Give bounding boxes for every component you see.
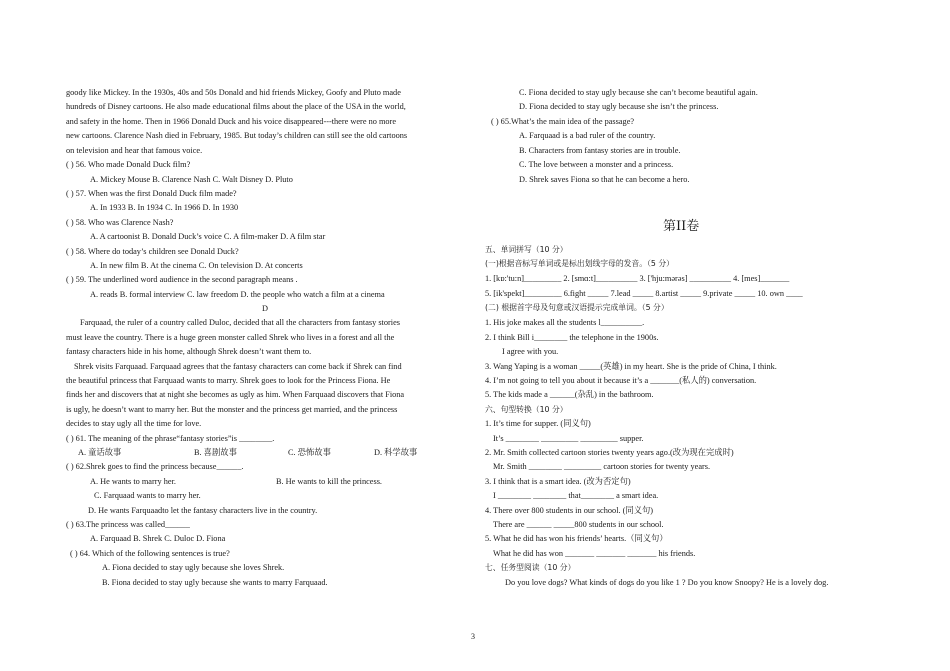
option-62a: A. He wants to marry her. <box>90 477 176 486</box>
transform-item-5: 5. What he did has won his friends’ hearts.（同义句） <box>485 534 668 543</box>
option-65a: A. Farquaad is a bad ruler of the country. <box>519 131 656 140</box>
option-61b: B. 喜剧故事 <box>194 448 237 457</box>
passage-line: and safety in the home. Then in 1966 Donald Duck and his voice disappeared---there were no more <box>66 117 396 126</box>
option-65b: B. Characters from fantasy stories are in trouble. <box>519 146 681 155</box>
transform-answer-2: Mr. Smith ________ _________ cartoon stories for twenty years. <box>493 462 711 471</box>
option-61a: A. 童话故事 <box>78 448 122 457</box>
transform-answer-5: What he did has won _______ _______ _______ his friends. <box>493 549 696 558</box>
question-62: ( ) 62.Shrek goes to find the princess because______. <box>66 462 244 471</box>
passage-line: goody like Mickey. In the 1930s, 40s and 50s Donald and hid friends Mickey, Goofy and Pluto made <box>66 88 401 97</box>
phonetic-row-2: 5. [ik'spekt]_________ 6.fight _____ 7.lead _____ 8.artist _____ 9.private _____ 10. own ____ <box>485 289 803 298</box>
option-65d: D. Shrek saves Fiona so that he can become a hero. <box>519 175 690 184</box>
option-64d: D. Fiona decided to stay ugly because she isn’t the princess. <box>519 102 719 111</box>
subsection-1-heading: (一)根据音标写单词或是标出划线字母的发音。（5 分） <box>485 259 674 268</box>
spelling-item-2: 2. I think Bill i________ the telephone in the 1900s. <box>485 333 659 342</box>
spelling-item-5: 5. The kids made a ______(杂乱) in the bathroom. <box>485 390 654 399</box>
option-64b: B. Fiona decided to stay ugly because she wants to marry Farquaad. <box>102 578 328 587</box>
question-58a: ( ) 58. Who was Clarence Nash? <box>66 218 174 227</box>
options-58b: A. In new film B. At the cinema C. On television D. At concerts <box>90 261 303 270</box>
transform-item-4: 4. There over 800 students in our school. (同义句) <box>485 506 654 515</box>
question-61: ( ) 61. The meaning of the phrase“fantasy stories”is ________. <box>66 434 275 443</box>
option-62c: C. Farquaad wants to marry her. <box>94 491 201 500</box>
options-59: A. reads B. formal interview C. law freedom D. the people who watch a film at a cinema <box>90 290 385 299</box>
spelling-item-4: 4. I’m not going to tell you about it because it’s a _______(私人的) conversation. <box>485 376 757 385</box>
option-61d: D. 科学故事 <box>374 448 418 457</box>
question-58b: ( ) 58. Where do today’s children see Donald Duck? <box>66 247 239 256</box>
option-64a: A. Fiona decided to stay ugly because she loves Shrek. <box>102 563 285 572</box>
section-5-heading: 五、单词拼写（10 分） <box>485 245 568 254</box>
section-7-heading: 七、任务型阅读（10 分） <box>485 563 576 572</box>
passage-line: fantasy characters hide in his home, although Shrek doesn’t want them to. <box>66 347 312 356</box>
option-64c: C. Fiona decided to stay ugly because she can’t become beautiful again. <box>519 88 758 97</box>
spelling-item-1: 1. His joke makes all the students l__________. <box>485 318 645 327</box>
question-63: ( ) 63.The princess was called______ <box>66 520 190 529</box>
passage-line: the beautiful princess that Farquaad wants to marry. Shrek goes to look for the Princess Fiona. He <box>66 376 391 385</box>
option-65c: C. The love between a monster and a princess. <box>519 160 674 169</box>
passage-line: hundreds of Disney cartoons. He also made educational films about the place of the USA in the world, <box>66 102 406 111</box>
transform-item-3: 3. I think that is a smart idea. (改为否定句) <box>485 477 631 486</box>
question-59: ( ) 59. The underlined word audience in the second paragraph means . <box>66 275 298 284</box>
transform-item-1: 1. It’s time for supper. (同义句) <box>485 419 591 428</box>
options-58a: A. A cartoonist B. Donald Duck’s voice C. A film-maker D. A film star <box>90 232 326 241</box>
transform-answer-1: It’s ________ _________ _________ supper. <box>493 434 644 443</box>
question-65: ( ) 65.What’s the main idea of the passage? <box>491 117 635 126</box>
option-61c: C. 恐怖故事 <box>288 448 331 457</box>
question-57: ( ) 57. When was the first Donald Duck film made? <box>66 189 237 198</box>
transform-item-2: 2. Mr. Smith collected cartoon stories twenty years ago.(改为现在完成时) <box>485 448 734 457</box>
section-heading-d: D <box>262 304 268 313</box>
transform-answer-3: I ________ ________ that________ a smart idea. <box>493 491 659 500</box>
spelling-item-2-cont: I agree with you. <box>502 347 559 356</box>
question-64: ( ) 64. Which of the following sentences is true? <box>70 549 230 558</box>
part-two-title: 第II卷 <box>663 219 700 234</box>
passage-line: decides to stay ugly all the time for love. <box>66 419 202 428</box>
options-57: A. In 1933 B. In 1934 C. In 1966 D. In 1930 <box>90 203 239 212</box>
option-62d: D. He wants Farquaadto let the fantasy characters live in the country. <box>88 506 318 515</box>
page-number: 3 <box>471 632 475 641</box>
task-reading-line: Do you love dogs? What kinds of dogs do you like 1 ? Do you know Snoopy? He is a lovely dog. <box>505 578 829 587</box>
passage-line: new cartoons. Clarence Nash died in February, 1985. But today’s children can still see the old cartoons <box>66 131 408 140</box>
passage-line: on television and hear that famous voice. <box>66 146 203 155</box>
section-6-heading: 六、句型转换（10 分） <box>485 405 568 414</box>
options-56: A. Mickey Mouse B. Clarence Nash C. Walt Disney D. Pluto <box>90 175 293 184</box>
passage-line: Farquaad, the ruler of a country called Duloc, decided that all the characters from fantasy stories <box>80 318 400 327</box>
passage-line: finds her and discovers that at night she becomes as ugly as him. When Farquaad discovers that Fiona <box>66 390 405 399</box>
passage-line: is ugly, he doesn’t want to marry her. But the monster and the princess get married, and the princess <box>66 405 398 414</box>
spelling-item-3: 3. Wang Yaping is a woman _____(英雄) in my heart. She is the pride of China, I think. <box>485 362 777 371</box>
options-63: A. Farquaad B. Shrek C. Duloc D. Fiona <box>90 534 226 543</box>
passage-line: must leave the country. There is a huge green monster called Shrek who lives in a forest and all the <box>66 333 395 342</box>
phonetic-row-1: 1. [kɒ:'tu:n]_________ 2. [smɑ:t]__________ 3. ['hju:mərəs] __________ 4. [mes]_______ <box>485 274 790 283</box>
option-62b: B. He wants to kill the princess. <box>276 477 382 486</box>
subsection-2-heading: (二) 根据首字母及句意或汉语提示完成单词。（5 分） <box>485 303 669 312</box>
passage-line: Shrek visits Farquaad. Farquaad agrees that the fantasy characters can come back if Shrek can find <box>74 362 402 371</box>
transform-answer-4: There are ______ _____800 students in our school. <box>493 520 664 529</box>
question-56: ( ) 56. Who made Donald Duck film? <box>66 160 191 169</box>
